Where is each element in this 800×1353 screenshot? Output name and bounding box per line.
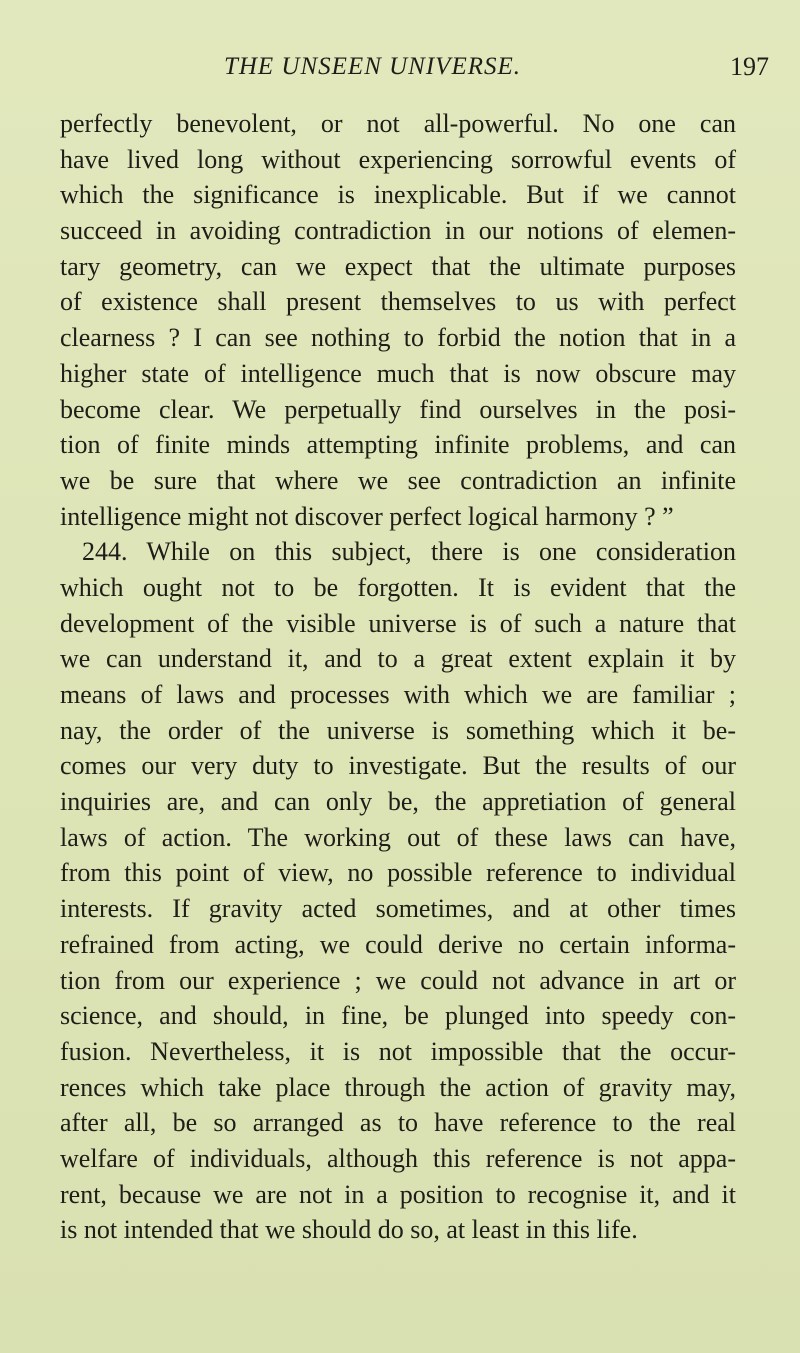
text-line: which ought not to be forgotten. It is evident that the [60, 572, 736, 602]
text-line: refrained from acting, we could derive no certain informa- [60, 929, 736, 959]
text-line: after all, be so arranged as to have reference to the real [60, 1108, 736, 1138]
text-line: science, and should, in fine, be plunged into speedy con- [60, 1001, 736, 1031]
text-line: laws of action. The working out of these laws can have, [60, 822, 736, 852]
text-line: interests. If gravity acted sometimes, and at other times [60, 894, 736, 924]
text-line: have lived long without experiencing sorrowful events of [60, 144, 736, 174]
text-line: inquiries are, and can only be, the appretiation of general [60, 787, 736, 817]
text-line: which the significance is inexplicable. But if we cannot [60, 180, 736, 210]
text-line: is not intended that we should do so, at least in this life. [60, 1215, 638, 1245]
text-line: tary geometry, can we expect that the ultimate purposes [60, 251, 736, 281]
body-text [60, 106, 736, 1248]
text-line: perfectly benevolent, or not all-powerful. No one can [60, 109, 736, 138]
text-line: we can understand it, and to a great extent explain it by [60, 644, 736, 674]
text-line: higher state of intelligence much that is now obscure may [60, 358, 736, 388]
text-line: welfare of individuals, although this reference is not appa- [60, 1143, 736, 1173]
text-line: tion from our experience ; we could not advance in art or [60, 965, 736, 995]
text-line: fusion. Nevertheless, it is not impossible that the occur- [60, 1036, 736, 1066]
text-line: from this point of view, no possible reference to individual [60, 858, 736, 888]
text-line: succeed in avoiding contradiction in our notions of elemen- [60, 216, 736, 246]
text-line: rences which take place through the action of gravity may, [60, 1072, 736, 1102]
text-line: become clear. We perpetually find ourselves in the posi- [60, 394, 736, 424]
text-line: rent, because we are not in a position to recognise it, and it [60, 1179, 736, 1209]
text-line: means of laws and processes with which we are familiar ; [60, 680, 736, 709]
text-line: comes our very duty to investigate. But the results of our [60, 751, 736, 781]
running-head: THE UNSEEN UNIVERSE. [223, 53, 522, 80]
text-line: tion of finite minds attempting infinite problems, and can [60, 430, 736, 460]
text-line: clearness ? I can see nothing to forbid the notion that in a [60, 323, 736, 353]
text-line: intelligence might not discover perfect logical harmony ? ” [60, 501, 674, 531]
text-line: nay, the order of the universe is something which it be- [60, 715, 736, 745]
text-line: of existence shall present themselves to us with perfect [60, 287, 736, 317]
text-line: development of the visible universe is of such a nature that [60, 608, 736, 638]
page-number: 197 [730, 52, 769, 81]
paragraph-start-line: 244. While on this subject, there is one consideration [82, 537, 736, 567]
text-line: we be sure that where we see contradiction an infinite [60, 465, 736, 495]
